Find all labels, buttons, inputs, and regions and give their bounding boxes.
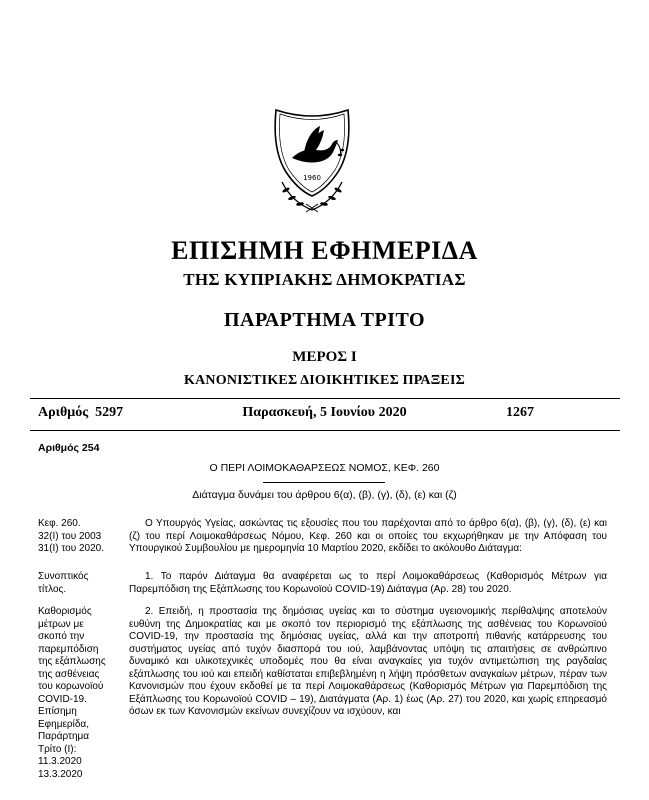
divider-top [30, 398, 620, 399]
paragraph-2: 2. Επειδή, η προστασία της δημόσιας υγείας και το σύστημα υγειονομικής περίθαλψης αποτελούν ευθύνη της Δημοκρατίας και με σκοπό τον περιορισμό της εξάπλωσης της ασθένειας του Κορωνοϊού COVID-19, την προστασία της δημόσιας υγείας, αλλά και την αποτροπή πιθανής κατάρρευσης του συστήματος υγείας από τυχόν διασπορά του ιού, λαμβάνοντας υπόψη τις απαιτήσεις σε ανθρώπινο δυναμικό και υλικοτεχνικές υποδομές που θα είναι αναγκαίες για τυχόν αντιμετώπιση της ραγδαίας εξάπλωσης του ιού και επειδή καθίσταται επιβεβλημένη η λήψη πρόσθετων αναγκαίων μέτρων, πέραν των Κανονισμών που έχουν εκδοθεί με τα περί Λοιμοκαθάρσεως (Καθορισμός Μέτρων για Παρεμπόδιση της Εξάπλωσης του Κορωνοϊού COVID – 19), Διατάγματα (Αρ. 1) έως (Αρ. 27) του 2020, και χωρίς επηρεασμό όσων εκ των Κανονισμών εκείνων συνεχίζουν να ισχύουν, και [129, 606, 607, 717]
section-title: ΚΑΝΟΝΙΣΤΙΚΕΣ ΔΙΟΙΚΗΤΙΚΕΣ ΠΡΑΞΕΙΣ [184, 373, 465, 388]
law-title: Ο ΠΕΡΙ ΛΟΙΜΟΚΑΘΑΡΣΕΩΣ ΝΟΜΟΣ, ΚΕΦ. 260 [209, 462, 440, 474]
emblem-year: 1960 [303, 174, 321, 182]
margin-note-measures: Καθορισμός μέτρων με σκοπό την παρεμπόδιση της εξάπλωσης της ασθένειας του κορωνοϊού COVID-19. Επίσημη Εφημερίδα, Παράρτημα Τρίτο (Ι): 11.3.2020 13.3.2020 [38, 606, 106, 780]
paragraph-preamble: Ο Υπουργός Υγείας, ασκώντας τις εξουσίες που του παρέχονται από το άρθρο 6(α), (β), (γ), (δ), (ε) και (ζ) του περί Λοιμοκαθάρσεως Νόμου, Κεφ. 260 και οι οποίες του εκχωρήθηκαν με την Απόφαση του Υπουργικού Συμβουλίου με ημερομηνία 10 Μαρτίου 2020, εκδίδει το ακόλουθο Διάταγμα: [129, 518, 607, 554]
gazette-title: ΕΠΙΣΗΜΗ ΕΦΗΜΕΡΙΔΑ [171, 236, 478, 265]
supplement-title: ΠΑΡΑΡΤΗΜΑ ΤΡΙΤΟ [223, 309, 426, 331]
gazette-subtitle: ΤΗΣ ΚΥΠΡΙΑΚΗΣ ΔΗΜΟΚΡΑΤΙΑΣ [183, 270, 466, 289]
decree-line: Διάταγμα δυνάμει του άρθρου 6(α), (β), (γ), (δ), (ε) και (ζ) [192, 489, 457, 501]
issue-page: 1267 [506, 405, 534, 420]
document-number: Αριθμός 254 [38, 442, 100, 454]
margin-note-references: Κεφ. 260. 32(Ι) του 2003 31(Ι) του 2020. [38, 518, 104, 554]
paragraph-1: 1. Το παρόν Διάταγμα θα αναφέρεται ως το περί Λοιμοκαθάρσεως (Καθορισμός Μέτρων για Παρεμπόδιση της Εξάπλωσης του Κορωνοϊού COVID-19) Διάταγμα (Αρ. 28) του 2020. [129, 571, 607, 595]
margin-note-short-title: Συνοπτικός τίτλος. [38, 571, 89, 595]
divider-bottom [30, 430, 620, 431]
issue-date: Παρασκευή, 5 Ιουνίου 2020 [242, 405, 407, 420]
part-title: ΜΕΡΟΣ Ι [292, 349, 357, 365]
issue-number: Αριθμός 5297 [38, 405, 124, 420]
coat-of-arms-icon [262, 100, 362, 220]
short-divider [263, 482, 385, 483]
